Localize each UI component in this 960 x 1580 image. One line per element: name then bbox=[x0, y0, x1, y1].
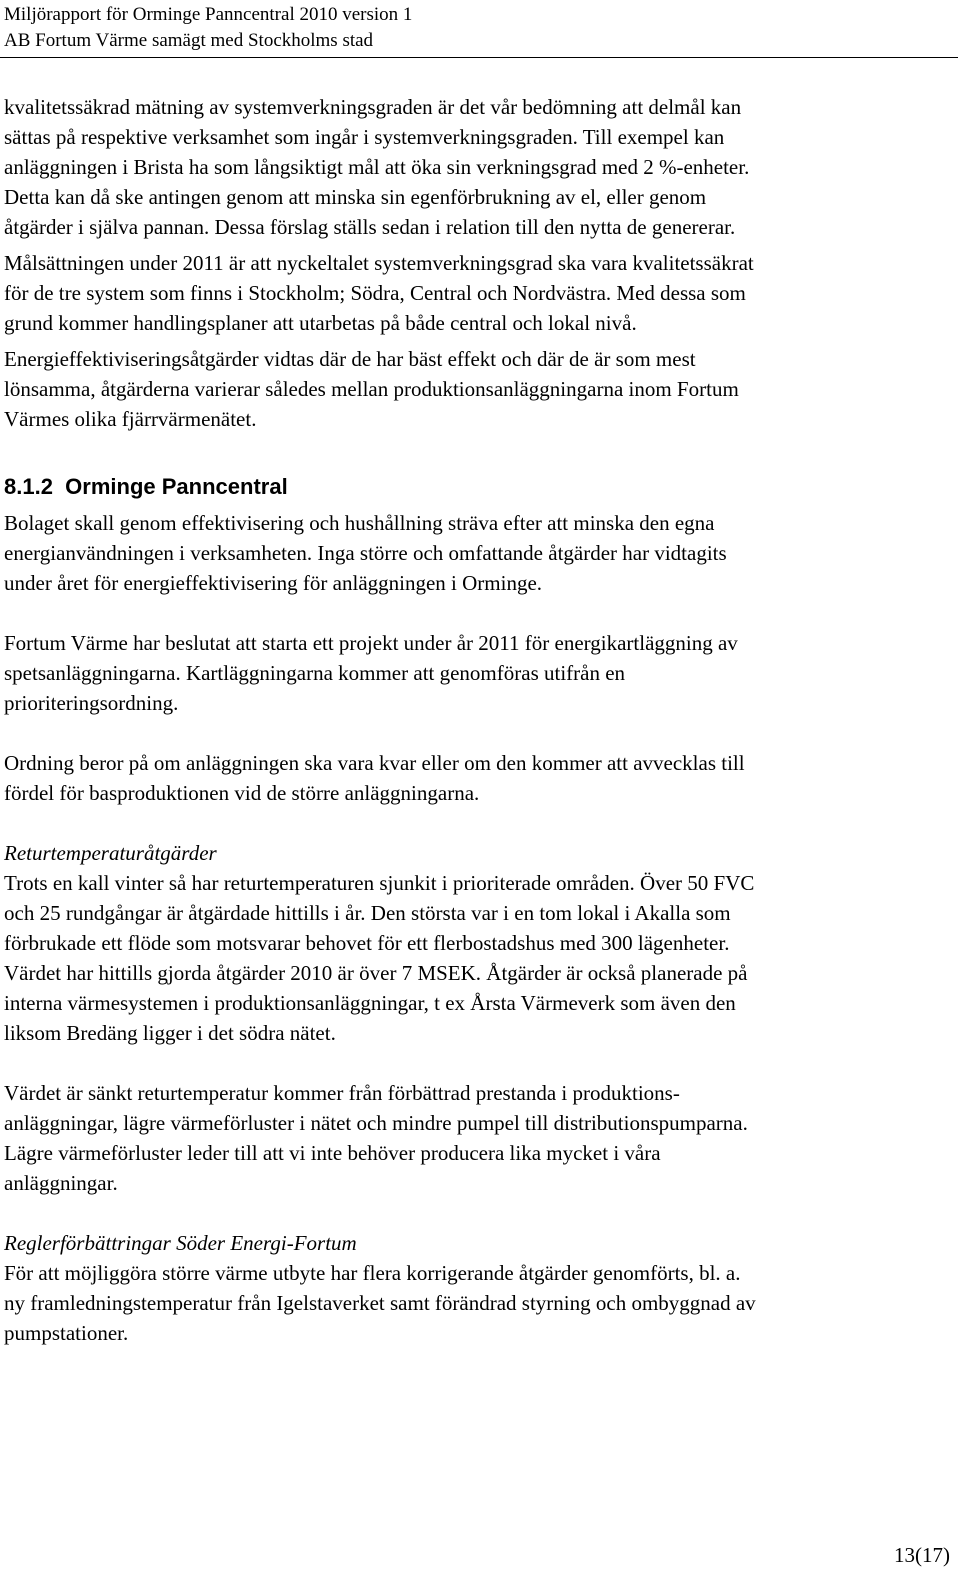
subheading-reglerforbattringar: Reglerförbättringar Söder Energi-Fortum bbox=[4, 1231, 357, 1255]
header-report-title: Miljörapport för Orminge Panncentral 2010 version 1 bbox=[4, 4, 413, 25]
paragraph-bolaget: Bolaget skall genom effektivisering och hushållning sträva efter att minska den egna energianvändningen i verksamheten. Inga större och omfattande åtgärder har vidtagits under året för energieffektivisering för anläggningen i Orminge. bbox=[4, 511, 727, 595]
paragraph-reglerforbattringar: För att möjliggöra större värme utbyte har flera korrigerande åtgärder genomförts, bl. a. ny framledningstemperatur från Igelstaverket samt förändrad styrning och ombyggnad av pumpstationer. bbox=[4, 1261, 756, 1345]
section-heading bbox=[4, 472, 954, 502]
paragraph-delmal: kvalitetssäkrad mätning av systemverkningsgraden är det vår bedömning att delmål kan sättas på respektive verksamhet som ingår i systemverkningsgraden. Till exempel kan anläggningen i Brista ha som långsiktigt mål att öka sin verkningsgrad med 2 %-enheter. Detta kan då ske antingen genom att minska sin egenförbrukning av el, eller genom åtgärder i själva pannan. Dessa förslag ställs sedan i relation till den nytta de genererar. bbox=[4, 95, 750, 239]
section-number: 8.1.2 bbox=[4, 474, 53, 499]
paragraph-malsattning: Målsättningen under 2011 är att nyckeltalet systemverkningsgrad ska vara kvalitetssäkrat för de tre system som finns i Stockholm; Södra, Central och Nordvästra. Med dessa som grund kommer handlingsplaner att utarbetas på både central och lokal nivå. bbox=[4, 251, 754, 335]
paragraph-returtemperatur: Trots en kall vinter så har returtemperaturen sjunkit i prioriterade områden. Över 50 FVC och 25 rundgångar är åtgärdade hittills i år. Den största var i en tom lokal i Akalla som förbrukade ett flöde som motsvarar behovet för ett flerbostadshus med 300 lägenheter. Värdet har hittills gjorda åtgärder 2010 är över 7 MSEK. Åtgärder är också planerade på interna värmesystemen i produktionsanläggningar, t ex Årsta Värmeverk som även den liksom Bredäng ligger i det södra nätet. bbox=[4, 871, 755, 1045]
page-header bbox=[4, 2, 944, 54]
section-title: Orminge Panncentral bbox=[65, 474, 288, 499]
paragraph-vardet: Värdet är sänkt returtemperatur kommer från förbättrad prestanda i produktions- anläggningar, lägre värmeförluster i nätet och mindre pumpel till distributionspumparna. Lägre värmeförluster leder till att vi inte behöver producera lika mycket i våra anläggningar. bbox=[4, 1081, 748, 1195]
document-body bbox=[4, 92, 954, 1348]
header-divider bbox=[0, 57, 958, 58]
paragraph-ordning: Ordning beror på om anläggningen ska vara kvar eller om den kommer att avvecklas till fördel för basproduktionen vid de större anläggningarna. bbox=[4, 751, 745, 805]
header-company: AB Fortum Värme samägt med Stockholms stad bbox=[4, 30, 374, 51]
paragraph-energieffektivisering: Energieffektiviseringsåtgärder vidtas där de har bäst effekt och där de är som mest lönsamma, åtgärderna varierar således mellan produktionsanläggningarna inom Fortum Värmes olika fjärrvärmenätet. bbox=[4, 347, 739, 431]
subheading-returtemperatur: Returtemperaturåtgärder bbox=[4, 841, 217, 865]
paragraph-projekt: Fortum Värme har beslutat att starta ett projekt under år 2011 för energikartläggning av spetsanläggningarna. Kartläggningarna kommer att genomföras utifrån en prioriteringsordning. bbox=[4, 631, 738, 715]
page-number: 13(17) bbox=[894, 1543, 950, 1567]
